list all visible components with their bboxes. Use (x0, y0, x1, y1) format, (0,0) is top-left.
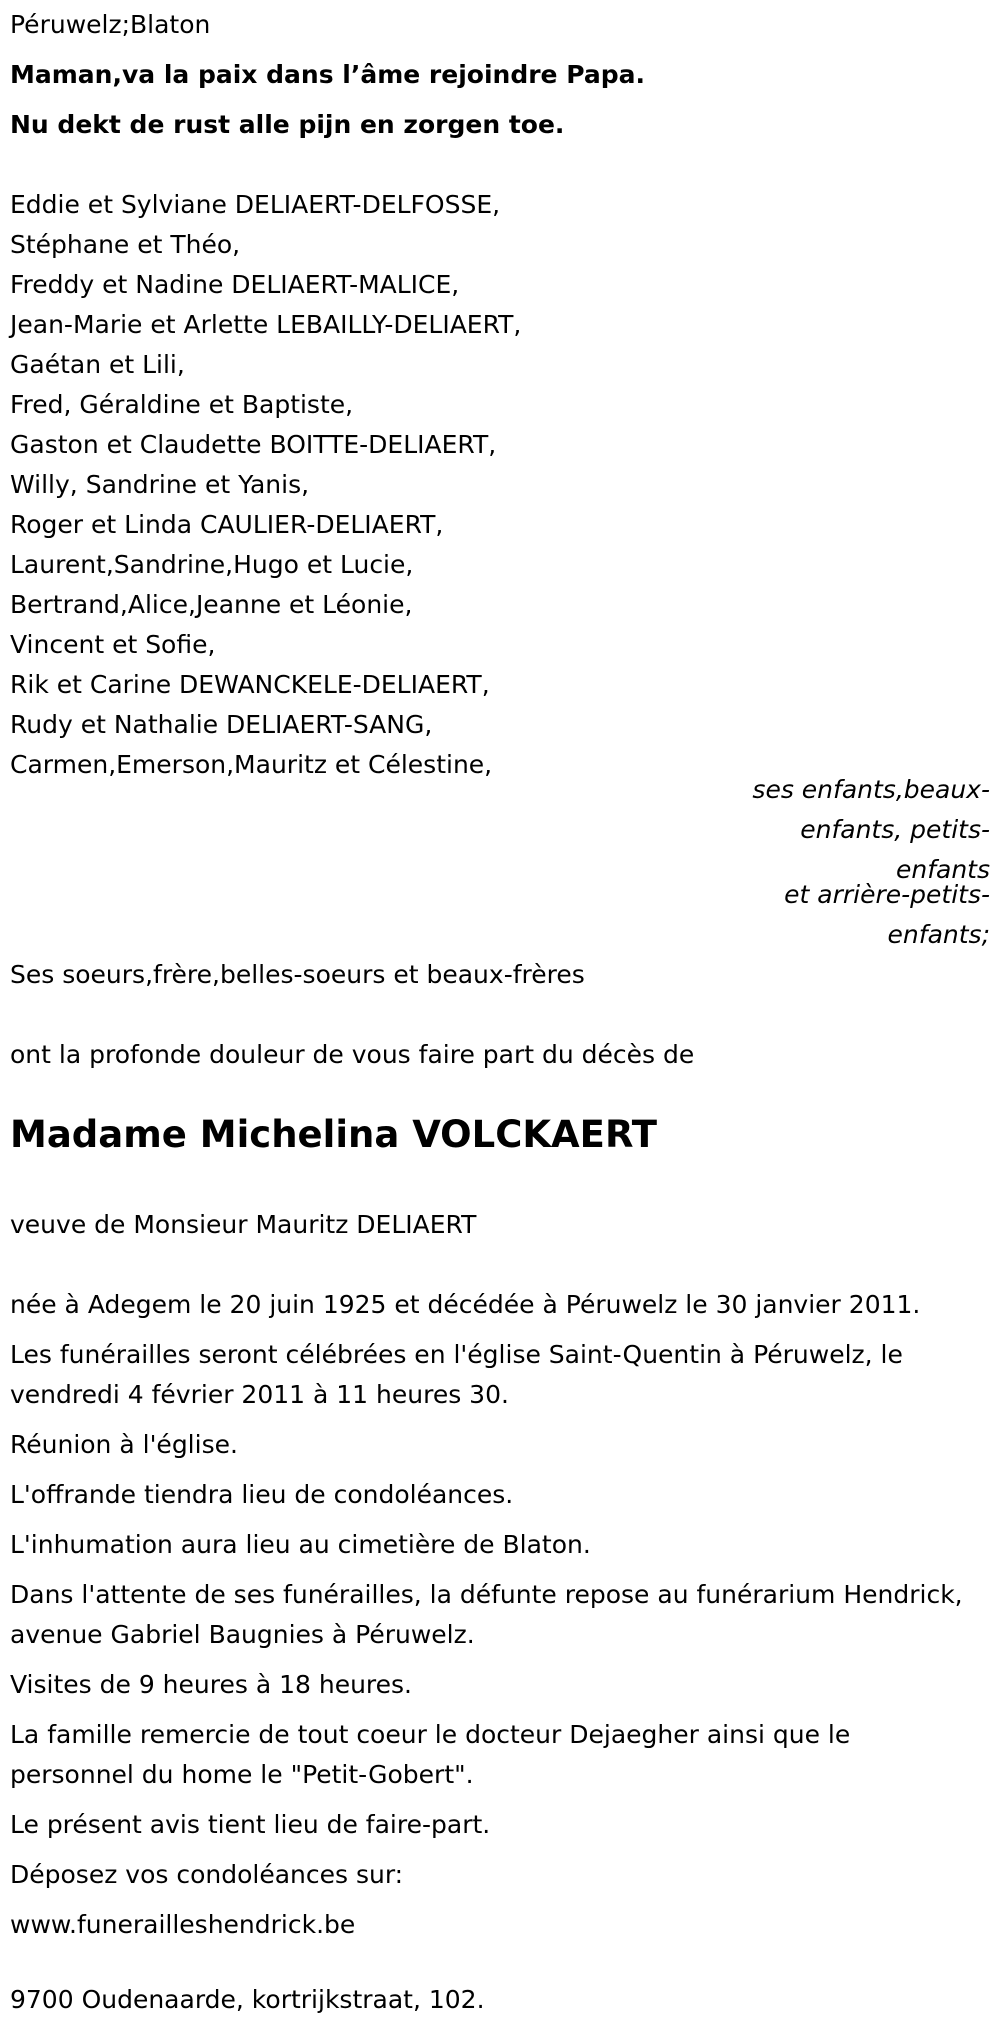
family-line: Rudy et Nathalie DELIAERT-SANG, (10, 710, 433, 739)
quote-french: Maman,va la paix dans l’âme rejoindre Papa. (10, 60, 645, 89)
family-line: Vincent et Sofie, (10, 630, 216, 659)
detail-paragraph: La famille remercie de tout coeur le docteur Dejaegher ainsi que le personnel du home le "Petit-Gobert". (10, 1720, 851, 1789)
family-line: Bertrand,Alice,Jeanne et Léonie, (10, 590, 413, 619)
family-line: Gaston et Claudette BOITTE-DELIAERT, (10, 430, 497, 459)
detail-paragraph: Les funérailles seront célébrées en l'église Saint-Quentin à Péruwelz, le vendredi 4 février 2011 à 11 heures 30. (10, 1340, 903, 1409)
detail-paragraph: Le présent avis tient lieu de faire-part. (10, 1810, 491, 1839)
siblings-line: Ses soeurs,frère,belles-soeurs et beaux-frères (10, 960, 585, 989)
detail-paragraph: L'offrande tiendra lieu de condoléances. (10, 1480, 514, 1509)
family-line: Willy, Sandrine et Yanis, (10, 470, 310, 499)
location-text: Péruwelz;Blaton (10, 10, 211, 39)
family-line: Rik et Carine DEWANCKELE-DELIAERT, (10, 670, 490, 699)
family-line: Gaétan et Lili, (10, 350, 185, 379)
relation-line: enfants; (887, 920, 990, 949)
relation-line: enfants, petits- (800, 815, 990, 844)
quote-dutch: Nu dekt de rust alle pijn en zorgen toe. (10, 110, 565, 139)
address-line: 9700 Oudenaarde, kortrijkstraat, 102. (10, 1985, 485, 2014)
family-line: Stéphane et Théo, (10, 230, 241, 259)
deceased-name: Madame Michelina VOLCKAERT (10, 1113, 658, 1156)
family-line: Eddie et Sylviane DELIAERT-DELFOSSE, (10, 190, 501, 219)
family-line: Carmen,Emerson,Mauritz et Célestine, (10, 750, 493, 779)
detail-paragraph: Dans l'attente de ses funérailles, la défunte repose au funérarium Hendrick, avenue Gabriel Baugnies à Péruwelz. (10, 1580, 963, 1649)
family-line: Roger et Linda CAULIER-DELIAERT, (10, 510, 444, 539)
family-line: Jean-Marie et Arlette LEBAILLY-DELIAERT, (10, 310, 522, 339)
detail-paragraph: Visites de 9 heures à 18 heures. (10, 1670, 413, 1699)
detail-paragraph: Déposez vos condoléances sur: (10, 1860, 404, 1889)
relation-line: et arrière-petits- (784, 880, 990, 909)
relation-line: ses enfants,beaux- (752, 775, 990, 804)
family-line: Fred, Géraldine et Baptiste, (10, 390, 354, 419)
detail-paragraph: née à Adegem le 20 juin 1925 et décédée à Péruwelz le 30 janvier 2011. (10, 1290, 921, 1319)
widow-of-line: veuve de Monsieur Mauritz DELIAERT (10, 1210, 477, 1239)
detail-paragraph: L'inhumation aura lieu au cimetière de Blaton. (10, 1530, 591, 1559)
detail-paragraph: Réunion à l'église. (10, 1430, 238, 1459)
family-line: Freddy et Nadine DELIAERT-MALICE, (10, 270, 460, 299)
announcement-line: ont la profonde douleur de vous faire part du décès de (10, 1040, 695, 1069)
website-link[interactable]: www.funerailleshendrick.be (10, 1910, 356, 1939)
family-line: Laurent,Sandrine,Hugo et Lucie, (10, 550, 414, 579)
relation-line: enfants (895, 855, 990, 884)
